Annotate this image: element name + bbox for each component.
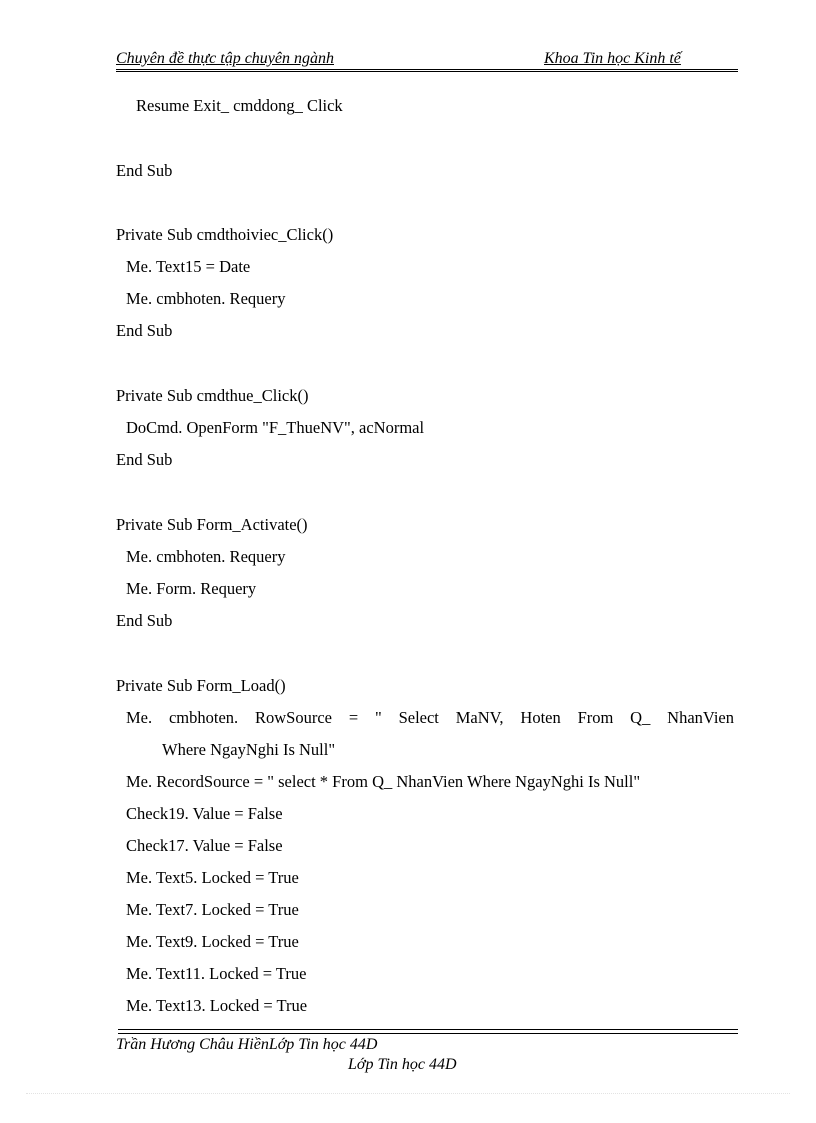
code-line: Me. RecordSource = " select * From Q_ NhanVien Where NgayNghi Is Null"	[126, 772, 641, 791]
code-line: End Sub	[116, 161, 173, 180]
code-line: Private Sub cmdthoiviec_Click()	[116, 225, 334, 244]
header-left-title: Chuyên đề thực tập chuyên ngành	[116, 50, 334, 67]
code-line: Me. cmbhoten. Requery	[126, 289, 286, 308]
code-line: Me. Text5. Locked = True	[126, 868, 299, 887]
footer-rule-secondary	[118, 1033, 738, 1034]
code-line: Me. cmbhoten. RowSource = " Select MaNV, Hoten From Q_ NhanVien	[126, 708, 734, 727]
page-header	[116, 50, 738, 72]
header-rule	[116, 69, 738, 70]
page-bottom-divider	[26, 1093, 790, 1094]
code-line: DoCmd. OpenForm "F_ThueNV", acNormal	[126, 418, 425, 437]
code-line: Private Sub Form_Activate()	[116, 515, 308, 534]
code-line: End Sub	[116, 321, 173, 340]
code-line: End Sub	[116, 611, 173, 630]
code-line: Me. cmbhoten. Requery	[126, 547, 286, 566]
code-line: Me. Form. Requery	[126, 579, 257, 598]
code-line: Me. Text7. Locked = True	[126, 900, 299, 919]
code-line: Me. Text15 = Date	[126, 257, 251, 276]
code-line: Where NgayNghi Is Null"	[162, 740, 336, 759]
code-line: Private Sub Form_Load()	[116, 676, 286, 695]
code-line: Me. Text13. Locked = True	[126, 996, 308, 1015]
footer-author: Trần Hương Châu HiềnLớp Tin học 44D	[116, 1036, 378, 1053]
header-rule-secondary	[116, 71, 738, 72]
footer-class: Lớp Tin học 44D	[348, 1056, 457, 1073]
code-line: Me. Text9. Locked = True	[126, 932, 299, 951]
header-right-title: Khoa Tin học Kinh tế	[544, 50, 681, 67]
code-line: Check19. Value = False	[126, 804, 283, 823]
code-line: End Sub	[116, 450, 173, 469]
code-line: Private Sub cmdthue_Click()	[116, 386, 309, 405]
code-line: Resume Exit_ cmddong_ Click	[136, 96, 343, 115]
code-line: Me. Text11. Locked = True	[126, 964, 307, 983]
footer-rule	[118, 1029, 738, 1030]
code-line: Check17. Value = False	[126, 836, 283, 855]
